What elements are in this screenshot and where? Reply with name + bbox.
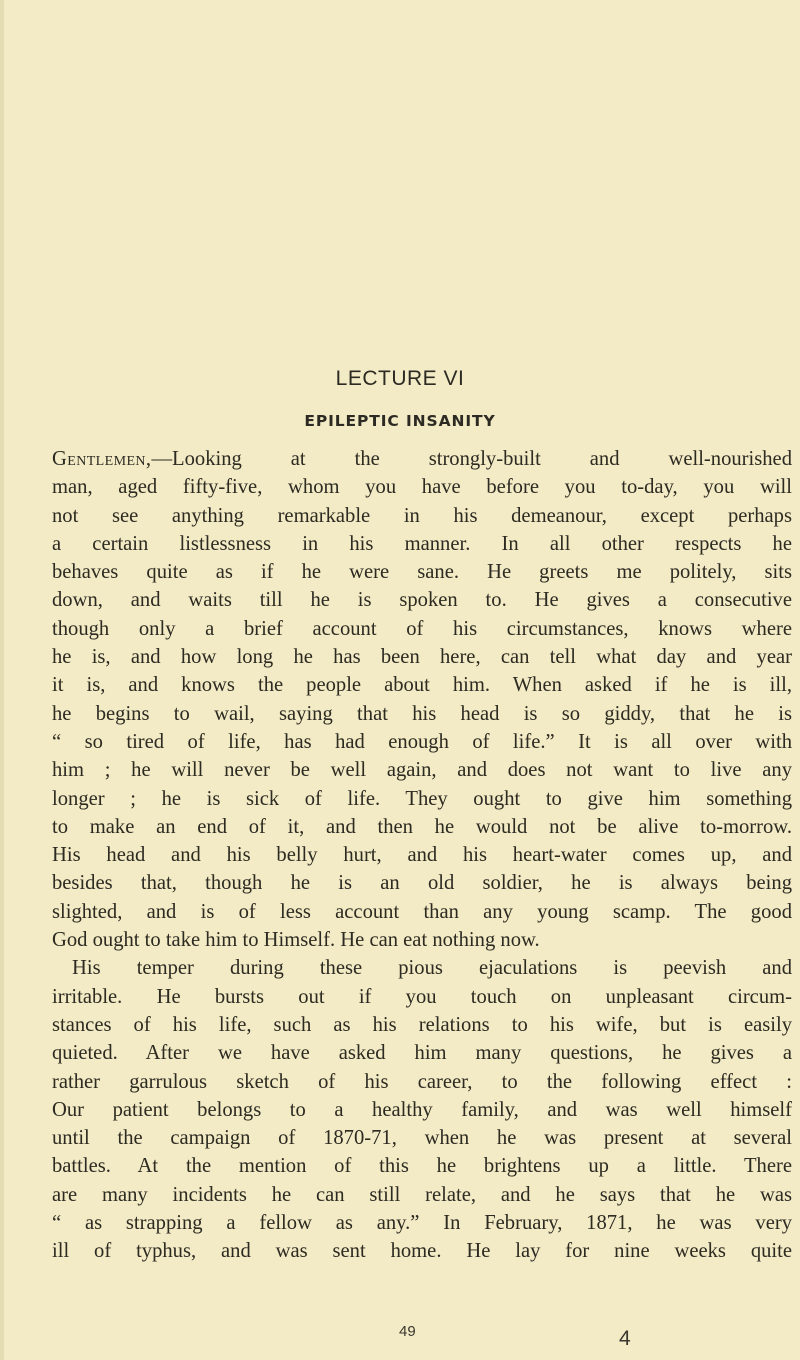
text-line: longer ; he is sick of life. They ought to give him something	[52, 787, 792, 810]
text-line: though only a brief account of his circumstances, knows where	[52, 617, 792, 640]
text-line: besides that, though he is an old soldier, he is always being	[52, 872, 792, 895]
line-text: —Looking at the strongly-built and well-nourished	[151, 448, 792, 470]
text-line: until the campaign of 1870-71, when he was present at several	[52, 1127, 792, 1150]
text-line: quieted. After we have asked him many questions, he gives a	[52, 1042, 792, 1065]
page-edge	[0, 0, 4, 1360]
text-line: His head and his belly hurt, and his heart-water comes up, and	[52, 844, 792, 867]
text-line: ill of typhus, and was sent home. He lay for nine weeks quite	[52, 1240, 792, 1263]
text-line: a certain listlessness in his manner. In all other respects he	[52, 532, 792, 555]
text-line: irritable. He bursts out if you touch on unpleasant circum-	[52, 985, 792, 1008]
text-line	[52, 445, 792, 473]
page-number: 49	[399, 1323, 416, 1340]
text-line: man, aged fifty-five, whom you have before you to-day, you will	[52, 476, 792, 499]
text-line: not see anything remarkable in his demeanour, except perhaps	[52, 504, 792, 527]
text-line: he is, and how long he has been here, can tell what day and year	[52, 646, 792, 669]
text-line: behaves quite as if he were sane. He greets me politely, sits	[52, 561, 792, 584]
text-line: he begins to wail, saying that his head is so giddy, that he is	[52, 702, 792, 725]
text-line: stances of his life, such as his relations to his wife, but is easily	[52, 1013, 792, 1036]
text-line: Our patient belongs to a healthy family, and was well himself	[52, 1098, 792, 1121]
signature-mark: 4	[619, 1327, 631, 1350]
text-line: His temper during these pious ejaculations is peevish and	[72, 957, 792, 980]
text-line: “ so tired of life, has had enough of life.” It is all over with	[52, 730, 792, 753]
text-line: God ought to take him to Himself. He can eat nothing now.	[52, 929, 540, 952]
text-line: battles. At the mention of this he brightens up a little. There	[52, 1155, 792, 1178]
text-line: down, and waits till he is spoken to. He gives a consecutive	[52, 589, 792, 612]
text-line: rather garrulous sketch of his career, to the following effect :	[52, 1070, 792, 1093]
text-line: to make an end of it, and then he would not be alive to-morrow.	[52, 815, 792, 838]
text-line: it is, and knows the people about him. When asked if he is ill,	[52, 674, 792, 697]
salutation: Gentlemen,	[52, 448, 152, 470]
text-line: “ as strapping a fellow as any.” In February, 1871, he was very	[52, 1212, 792, 1235]
text-line: are many incidents he can still relate, and he says that he was	[52, 1183, 792, 1206]
text-line: slighted, and is of less account than any young scamp. The good	[52, 900, 792, 923]
lecture-heading: LECTURE VI	[335, 367, 465, 390]
chapter-title: EPILEPTIC INSANITY	[304, 412, 496, 430]
body-text	[52, 445, 792, 1266]
text-line: him ; he will never be well again, and does not want to live any	[52, 759, 792, 782]
